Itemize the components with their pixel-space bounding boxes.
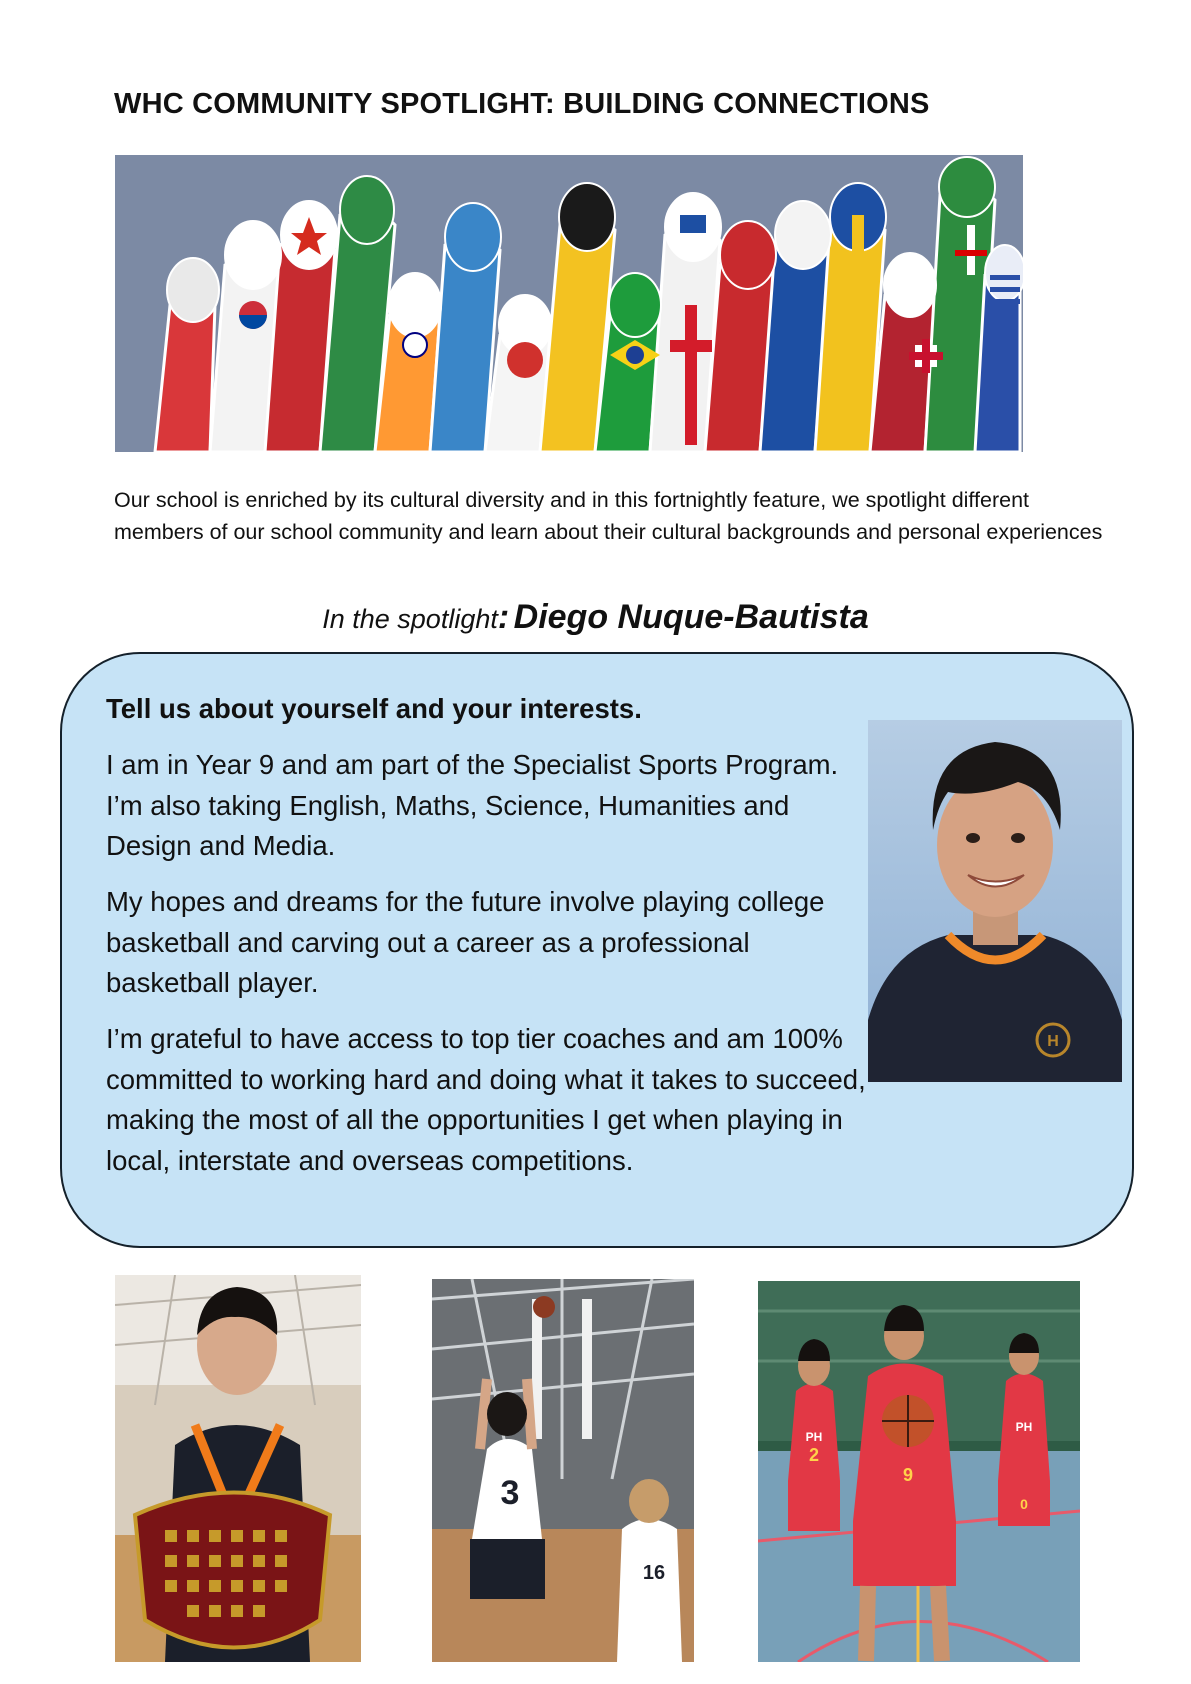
spotlight-label: In the spotlight — [322, 604, 498, 634]
gallery-photo-trophy — [115, 1275, 361, 1662]
answer-paragraph-1: I am in Year 9 and am part of the Specialist Sports Program. I’m also taking English, Maths, Science, Humanities and Design and Media. — [106, 749, 839, 861]
spotlight-colon: : — [497, 598, 510, 636]
jersey-number-16: 16 — [642, 1562, 666, 1584]
answer-paragraph-2: My hopes and dreams for the future involve playing college basketball and carving out a career as a professional basketball player. — [106, 886, 825, 998]
answer-paragraph-3: I’m grateful to have access to top tier coaches and am 100% committed to working hard and doing what it takes to succeed, making the most of all the opportunities I get when playing in local, interstate and overseas competitions. — [106, 1023, 866, 1176]
gallery-photo-free-throw — [432, 1279, 694, 1662]
student-portrait — [868, 720, 1122, 1082]
jersey-number-2: 2 — [808, 1445, 820, 1465]
spotlight-name: Diego Nuque-Bautista — [513, 598, 869, 636]
page-title: WHC COMMUNITY SPOTLIGHT: BUILDING CONNECTIONS — [114, 88, 930, 120]
jersey-number-3: 3 — [500, 1474, 520, 1512]
jersey-label-ph-1: PH — [805, 1430, 823, 1444]
banner-image — [115, 155, 1023, 452]
svg-text:H: H — [1047, 1033, 1059, 1050]
intro-paragraph: Our school is enriched by its cultural diversity and in this fortnightly feature, we spotlight different members of our school community and learn about their cultural backgrounds and personal experiences — [114, 488, 1103, 544]
interview-question: Tell us about yourself and your interests. — [106, 693, 642, 724]
jersey-number-9: 9 — [902, 1465, 914, 1485]
jersey-number-0: 0 — [1020, 1496, 1028, 1512]
jersey-label-ph-2: PH — [1015, 1420, 1033, 1434]
gallery-photo-team — [758, 1281, 1080, 1662]
spotlight-heading — [0, 598, 1191, 637]
